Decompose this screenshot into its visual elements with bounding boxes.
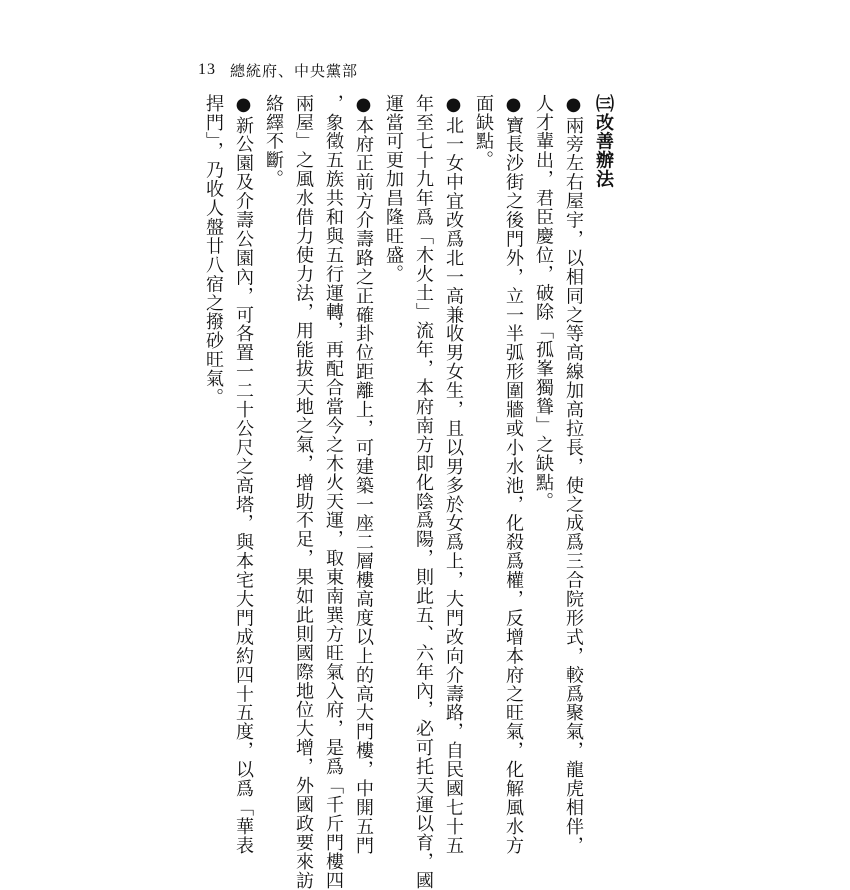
bullet-mark: ● <box>353 94 374 116</box>
text-column: 面缺點。 <box>473 94 494 170</box>
text-column: 運當可更加昌隆旺盛。 <box>383 94 404 284</box>
text-column: 絡繹不斷。 <box>263 94 284 189</box>
text-column: ●新公園及介壽公園內，可各置一二十公尺之高塔，與本宅大門成約四十五度，以爲「華表 <box>233 94 254 856</box>
bullet-mark: ● <box>503 94 524 116</box>
text-column: 捍門」，乃收人盤廿八宿之撥砂旺氣。 <box>203 94 224 408</box>
page-number: 13 <box>198 61 216 78</box>
text-column: ●北一女中宜改爲北一高兼收男女生，且以男多於女爲上，大門改向介壽路，自民國七十五 <box>443 94 464 856</box>
text-column: ●本府正前方介壽路之正確卦位距離上，可建築一座二層樓高度以上的高大門樓，中開五門 <box>353 94 374 856</box>
section-heading: ㈢改善辦法 <box>593 94 614 189</box>
text-column: 人才輩出，君臣慶位，破除「孤峯獨聳」之缺點。 <box>533 94 554 511</box>
bullet-mark: ● <box>563 94 584 116</box>
text-column: 年至七十九年爲「木火土」流年，本府南方即化陰爲陽，則此五、六年內，必可托天運以育，國 <box>413 94 434 890</box>
text-column: ，象徵五族共和與五行運轉，再配合當今之木火天運，取東南巽方旺氣入府，是爲「千斤門樓四 <box>323 94 344 890</box>
bullet-mark: ● <box>443 94 464 116</box>
section-title: 總統府、中央黨部 <box>230 61 359 80</box>
bullet-mark: ● <box>233 94 254 116</box>
text-column: 兩屋」之風水借力使力法，用能拔天地之氣，增助不足，果如此則國際地位大增，外國政要來訪 <box>293 94 314 890</box>
vertical-text-body <box>198 94 618 890</box>
running-header <box>198 59 358 81</box>
text-column: ●兩旁左右屋宇，以相同之等高線加高拉長，使之成爲三合院形式，較爲聚氣，龍虎相伴， <box>563 94 584 856</box>
text-column: ●寶長沙街之後門外，立一半弧形圍牆或小水池，化殺爲權，反增本府之旺氣，化解風水方 <box>503 94 524 856</box>
